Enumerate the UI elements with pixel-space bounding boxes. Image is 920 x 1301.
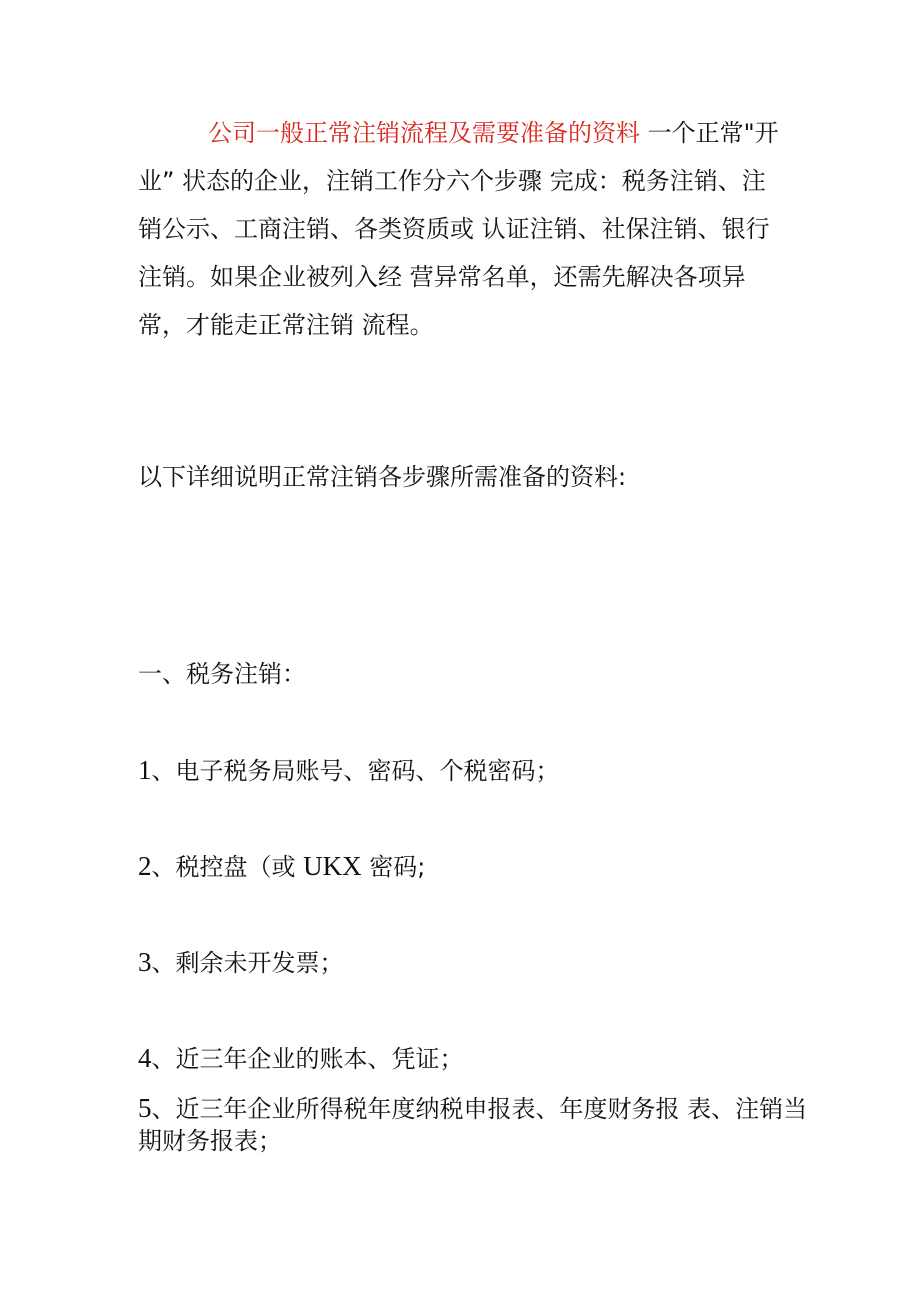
item-number: 3 (138, 947, 152, 977)
list-item (138, 1092, 808, 1157)
lead-sentence: 以下详细说明正常注销各步骤所需准备的资料: (138, 463, 627, 491)
list-item (138, 850, 425, 883)
item-number: 2 (138, 851, 152, 881)
item-text: 、近三年企业所得税年度纳税申报表、年度财务报 表、注销当期财务报表； (138, 1095, 808, 1155)
document-title: 公司一般正常注销流程及需要准备的资料 (208, 119, 640, 147)
item-text: 、剩余未开发票； (151, 949, 344, 977)
item-number: 4 (138, 1043, 152, 1073)
item-text-latin: UKX (303, 851, 362, 881)
intro-body: 一个正常"开业” 状态的企业，注销工作分六个步骤 完成：税务注销、注销公示、工商注销、各类资质或 认证注销、社保注销、银行注销。如果企业被列入经 营异常名单，还需先解决各项异常，才能走正常注销 流程。 (138, 119, 779, 339)
intro-paragraph (138, 109, 788, 349)
item-text: 、近三年企业的账本、凭证； (151, 1045, 464, 1073)
list-item (138, 946, 344, 979)
list-item (138, 1042, 464, 1075)
section-heading-tax: 一、税务注销： (138, 660, 306, 688)
item-number: 5 (138, 1093, 152, 1123)
item-text: 、税控盘（或 (151, 853, 304, 881)
item-text: 密码; (361, 853, 426, 881)
list-item (138, 754, 560, 787)
item-text: 、电子税务局账号、密码、个税密码； (151, 757, 560, 785)
item-number: 1 (138, 755, 152, 785)
